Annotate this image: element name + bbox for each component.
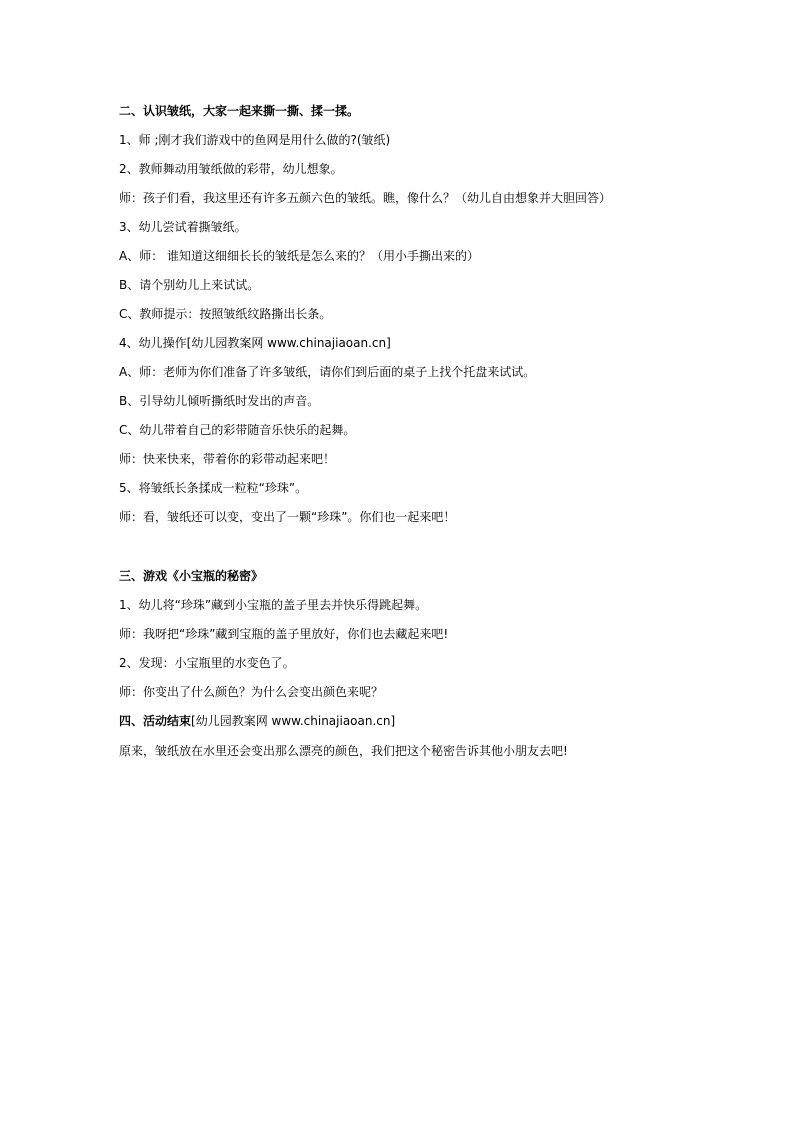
paragraph-line: C、幼儿带着自己的彩带随音乐快乐的起舞。 [119,423,356,437]
paragraph-line: B、请个别幼儿上来试试。 [119,278,260,292]
operation-label: 4、幼儿操作 [119,336,187,350]
paragraph-line: 2、发现：小宝瓶里的水变色了。 [119,656,295,670]
paragraph-line: 5、将皱纸长条揉成一粒粒“珍珠”。 [119,481,308,495]
paragraph-line: 2、教师舞动用皱纸做的彩带，幼儿想象。 [119,162,343,176]
section-3-heading: 三、游戏《小宝瓶的秘密》 [119,569,264,583]
paragraph-line: 师：孩子们看，我这里还有许多五颜六色的皱纸。瞧，像什么？（幼儿自由想象并大胆回答） [119,191,612,205]
paragraph-line: A、师： 谁知道这细细长长的皱纸是怎么来的？（用小手撕出来的） [119,249,480,263]
paragraph-line: A、师：老师为你们准备了许多皱纸，请你们到后面的桌子上找个托盘来试试。 [119,365,536,379]
section-4-heading-line [119,713,395,729]
paragraph-line: 师：快来快来，带着你的彩带动起来吧！ [119,452,336,466]
paragraph-line: C、教师提示：按照皱纸纹路撕出长条。 [119,307,332,321]
operation-line [119,335,391,351]
paragraph-line: 师：你变出了什么颜色？为什么会变出颜色来呢？ [119,685,384,699]
paragraph-line: 1、师 ;刚才我们游戏中的鱼网是用什么做的?(皱纸) [119,133,391,147]
closing-paragraph: 原来，皱纸放在水里还会变出那么漂亮的颜色，我们把这个秘密告诉其他小朋友去吧! [119,744,568,758]
paragraph-line: 师：看，皱纸还可以变，变出了一颗“珍珠”。你们也一起来吧！ [119,510,456,524]
paragraph-line: B、引导幼儿倾听撕纸时发出的声音。 [119,394,320,408]
paragraph-line: 3、幼儿尝试着撕皱纸。 [119,220,247,234]
paragraph-line: 师：我呀把“珍珠”藏到宝瓶的盖子里放好，你们也去藏起来吧! [119,627,449,641]
section-4-heading: 四、活动结束 [119,714,192,728]
section-2-heading: 二、认识皱纸，大家一起来撕一撕、揉一揉。 [119,104,360,118]
paragraph-line: 1、幼儿将“珍珠”藏到小宝瓶的盖子里去并快乐得跳起舞。 [119,598,428,612]
site-link[interactable]: [幼儿园教案网 www.chinajiaoan.cn] [191,714,396,728]
site-link[interactable]: [幼儿园教案网 www.chinajiaoan.cn] [186,336,391,350]
